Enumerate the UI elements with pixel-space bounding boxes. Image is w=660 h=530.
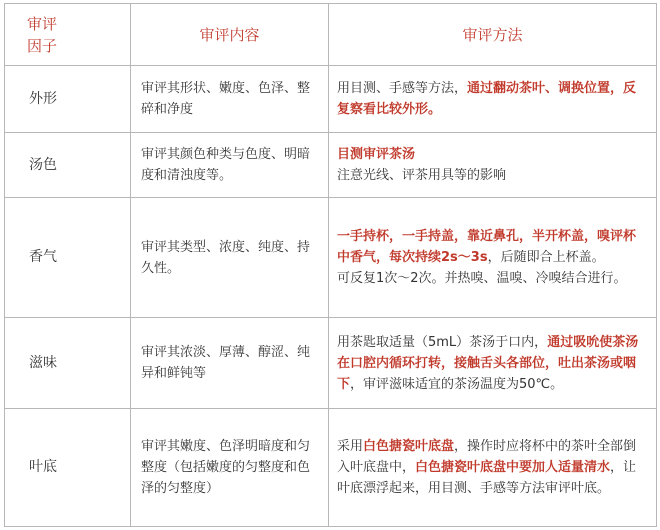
table-row [5,66,657,133]
content-cell: 审评其颜色种类与色度、明暗度和清浊度等。 [131,133,329,198]
header-content: 审评内容 [131,4,329,66]
method-text-3: ，让叶底漂浮起来，用目测、手感等方法审评叶底。 [337,460,637,496]
table-row [5,133,657,198]
method-highlight: 一手持杯，一手持盖，靠近鼻孔，半开杯盖，嗅评杯中香气，每次持续2s～3s [337,229,637,265]
method-text-2: ，审评滋味适宜的茶汤温度为50℃。 [350,376,564,392]
table-row [5,318,657,409]
method-text: 采用 [337,439,364,454]
method-cell [329,198,657,318]
factor-cell: 外形 [5,66,131,133]
method-cell [329,133,657,198]
method-cell [329,409,657,527]
factor-cell: 汤色 [5,133,131,198]
header-factor-line1: 审评 [27,14,58,33]
method-highlight: 通过吸吮使茶汤在口腔内循环打转，接触舌头各部位，吐出茶汤或咽下 [337,334,639,392]
factor-cell: 香气 [5,198,131,318]
method-text-2: ，操作时应将杯中的茶叶全部倒入叶底盘中， [337,439,637,475]
method-highlight: 白色搪瓷叶底盘 [363,439,455,454]
factor-cell: 滋味 [5,318,131,409]
method-text: 用目测、手感等方法， [337,81,468,96]
method-text: 用茶匙取适量（5mL）茶汤于口内， [337,334,548,350]
method-text: ，后随即合上杯盖。 [487,250,605,265]
header-factor-line2: 因子 [27,36,58,55]
header-method: 审评方法 [329,4,657,66]
table-row [5,409,657,527]
method-highlight-2: 白色搪瓷叶底盘中要加人适量清水 [415,460,611,475]
table-row [5,198,657,318]
header-factor [5,4,131,66]
method-cell [329,66,657,133]
content-cell: 审评其浓淡、厚薄、醇涩、纯异和鲜钝等 [131,318,329,409]
tea-evaluation-table [4,3,657,527]
method-highlight: 通过翻动茶叶、调换位置，反复察看比较外形。 [337,81,637,117]
method-cell [329,318,657,409]
content-cell: 审评其类型、浓度、纯度、持久性。 [131,198,329,318]
content-cell: 审评其形状、嫩度、色泽、整碎和净度 [131,66,329,133]
method-text-2: 可反复1次～2次。并热嗅、温嗅、冷嗅结合进行。 [337,271,627,286]
method-highlight: 目测审评茶汤 [337,147,416,162]
content-cell: 审评其嫩度、色泽明暗度和匀整度（包括嫩度的匀整度和色泽的匀整度） [131,409,329,527]
header-row [5,4,657,66]
factor-cell: 叶底 [5,409,131,527]
method-text: 注意光线、评茶用具等的影响 [337,168,507,183]
